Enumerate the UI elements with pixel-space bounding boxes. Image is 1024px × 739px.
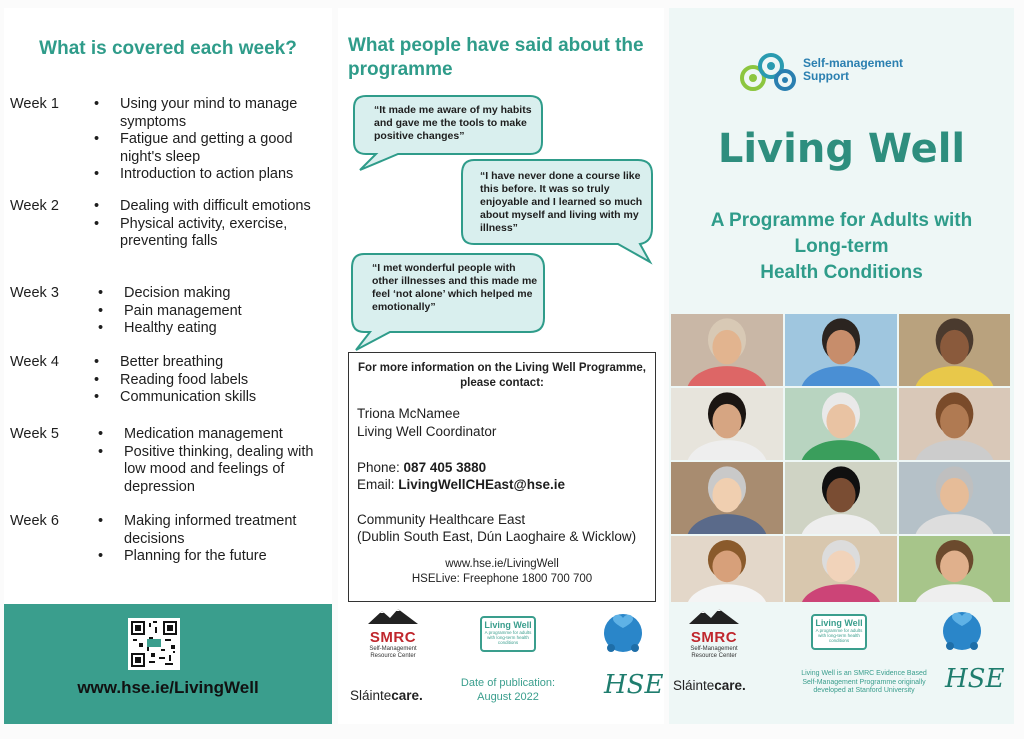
portrait-photo [785,462,897,534]
person-icon [671,536,783,602]
topic-item: • Communication skills [94,389,330,407]
contact-hselive: HSELive: Freephone 1800 700 700 [411,573,593,585]
week-label: Week 1 [10,96,59,112]
person-icon [671,462,783,534]
email-label: Email: [357,477,399,492]
contact-org: Community Healthcare East [357,512,526,527]
sm-line1: Self-management [803,56,904,70]
smrc-logo [683,608,745,660]
portrait-photo [785,536,897,602]
portrait-photo [899,314,1010,386]
person-icon [671,314,783,386]
hse-logo: HSE [945,664,1005,694]
portrait-photo [671,314,783,386]
publication-date: August 2022 [477,691,539,703]
contact-box [348,352,656,602]
slaintecare-logo [673,678,746,693]
topic-item: • Positive thinking, dealing with low mood and feelings of depression [98,444,334,497]
heart-circle-icon [939,606,985,652]
person-icon [671,388,783,460]
slaintecare-text-a: Sláinte [350,688,392,703]
person-icon [899,314,1010,386]
portrait-photo [785,388,897,460]
person-icon [899,536,1010,602]
topic-item: • Making informed treatment decisions [98,513,334,548]
topic-item: • Better breathing [94,354,330,372]
week-label: Week 3 [10,285,59,301]
living-well-badge [480,616,536,652]
week-label: Week 4 [10,354,59,370]
sm-line2: Support [803,69,849,83]
badge-subtitle: A programme for adults with long-term health conditions [484,630,532,645]
portrait-photo [671,388,783,460]
subtitle-line: A Programme for Adults with [710,210,973,231]
subtitle-line: Long-term [794,236,889,257]
contact-role: Living Well Coordinator [357,424,497,439]
topic-item: • Introduction to action plans [94,166,330,184]
portrait-grid [671,314,1012,604]
testimonials-title: What people have said about the programme [348,35,644,80]
contact-phone-row [357,459,486,476]
mountain-icon [689,608,739,624]
person-icon [785,314,897,386]
contact-name: Triona McNamee [357,406,461,421]
badge-subtitle: A programme for adults with long-term health conditions [815,628,863,643]
slaintecare-text-b: care. [391,688,423,703]
heart-circle-icon [600,608,646,654]
person-icon [785,388,897,460]
testimonials-panel [338,8,664,724]
cover-subtitle [669,208,1014,286]
phone-number[interactable]: 087 405 3880 [403,460,487,475]
footer-url[interactable]: www.hse.ie/LivingWell [77,678,259,697]
publication-info [448,676,568,704]
portrait-photo [785,314,897,386]
programme-credit: Living Well is an SMRC Evidence Based Self-Management Programme originally developed at Stanford University [801,670,927,694]
email-address[interactable]: LivingWellCHEast@hse.ie [398,477,565,492]
topic-item: • Medication management [98,426,334,444]
portrait-photo [671,462,783,534]
topic-item: • Dealing with difficult emotions [94,198,330,216]
topic-item: • Fatigue and getting a good night's sleep [94,131,330,166]
testimonial-quote: “I have never done a course like this before. It was so truly enjoyable and I learned so much about myself and living with my illness” [480,170,643,234]
week-label: Week 2 [10,198,59,214]
testimonial-quote: “I met wonderful people with other illnesses and this made me feel ‘not alone’ which helped me emotionally” [372,262,538,313]
portrait-photo [899,536,1010,602]
slaintecare-text-b: care. [714,678,746,693]
topic-item: • Pain management [98,303,334,321]
qr-code-icon[interactable] [128,618,180,670]
panel-footer [4,604,332,724]
badge-title: Living Well [484,620,532,630]
living-well-badge [811,614,867,650]
smrc-text: SMRC [690,629,738,646]
contact-area: (Dublin South East, Dún Laoghaire & Wicklow) [357,529,637,544]
contact-email-row [357,476,565,493]
topic-item: • Using your mind to manage symptoms [94,96,330,131]
portrait-photo [671,536,783,602]
topic-item: • Planning for the future [98,548,334,566]
topic-item: • Healthy eating [98,320,334,338]
cover-title: Living Well [717,126,966,172]
smrc-subtext: Self-Management Resource Center [369,646,417,659]
slaintecare-text-a: Sláinte [673,678,715,693]
cover-panel [669,8,1014,724]
topic-item: • Decision making [98,285,334,303]
person-icon [899,462,1010,534]
topic-item: • Reading food labels [94,372,330,390]
hse-logo: HSE [604,670,664,700]
person-icon [785,536,897,602]
weekly-topics-panel [4,8,332,724]
smrc-subtext: Self-Management Resource Center [690,646,738,659]
week-label: Week 6 [10,513,59,529]
person-icon [785,462,897,534]
phone-label: Phone: [357,460,404,475]
week-label: Week 5 [10,426,59,442]
portrait-photo [899,388,1010,460]
publication-label: Date of publication: [460,677,556,689]
contact-website[interactable]: www.hse.ie/LivingWell [445,558,559,570]
self-management-support-icon [739,44,799,96]
self-management-logo-text [803,57,903,83]
testimonial-quote: “It made me aware of my habits and gave me the tools to make positive changes” [374,104,532,142]
smrc-text: SMRC [369,629,417,646]
badge-title: Living Well [815,618,863,628]
person-icon [899,388,1010,460]
slaintecare-logo [350,688,423,703]
topic-item: • Physical activity, exercise, preventing falls [94,216,330,251]
subtitle-line: Health Conditions [760,262,923,283]
mountain-icon [368,608,418,624]
weekly-topics-title: What is covered each week? [39,38,297,59]
portrait-photo [899,462,1010,534]
contact-heading: For more information on the Living Well Programme, please contact: [358,362,646,389]
smrc-logo [362,608,424,660]
